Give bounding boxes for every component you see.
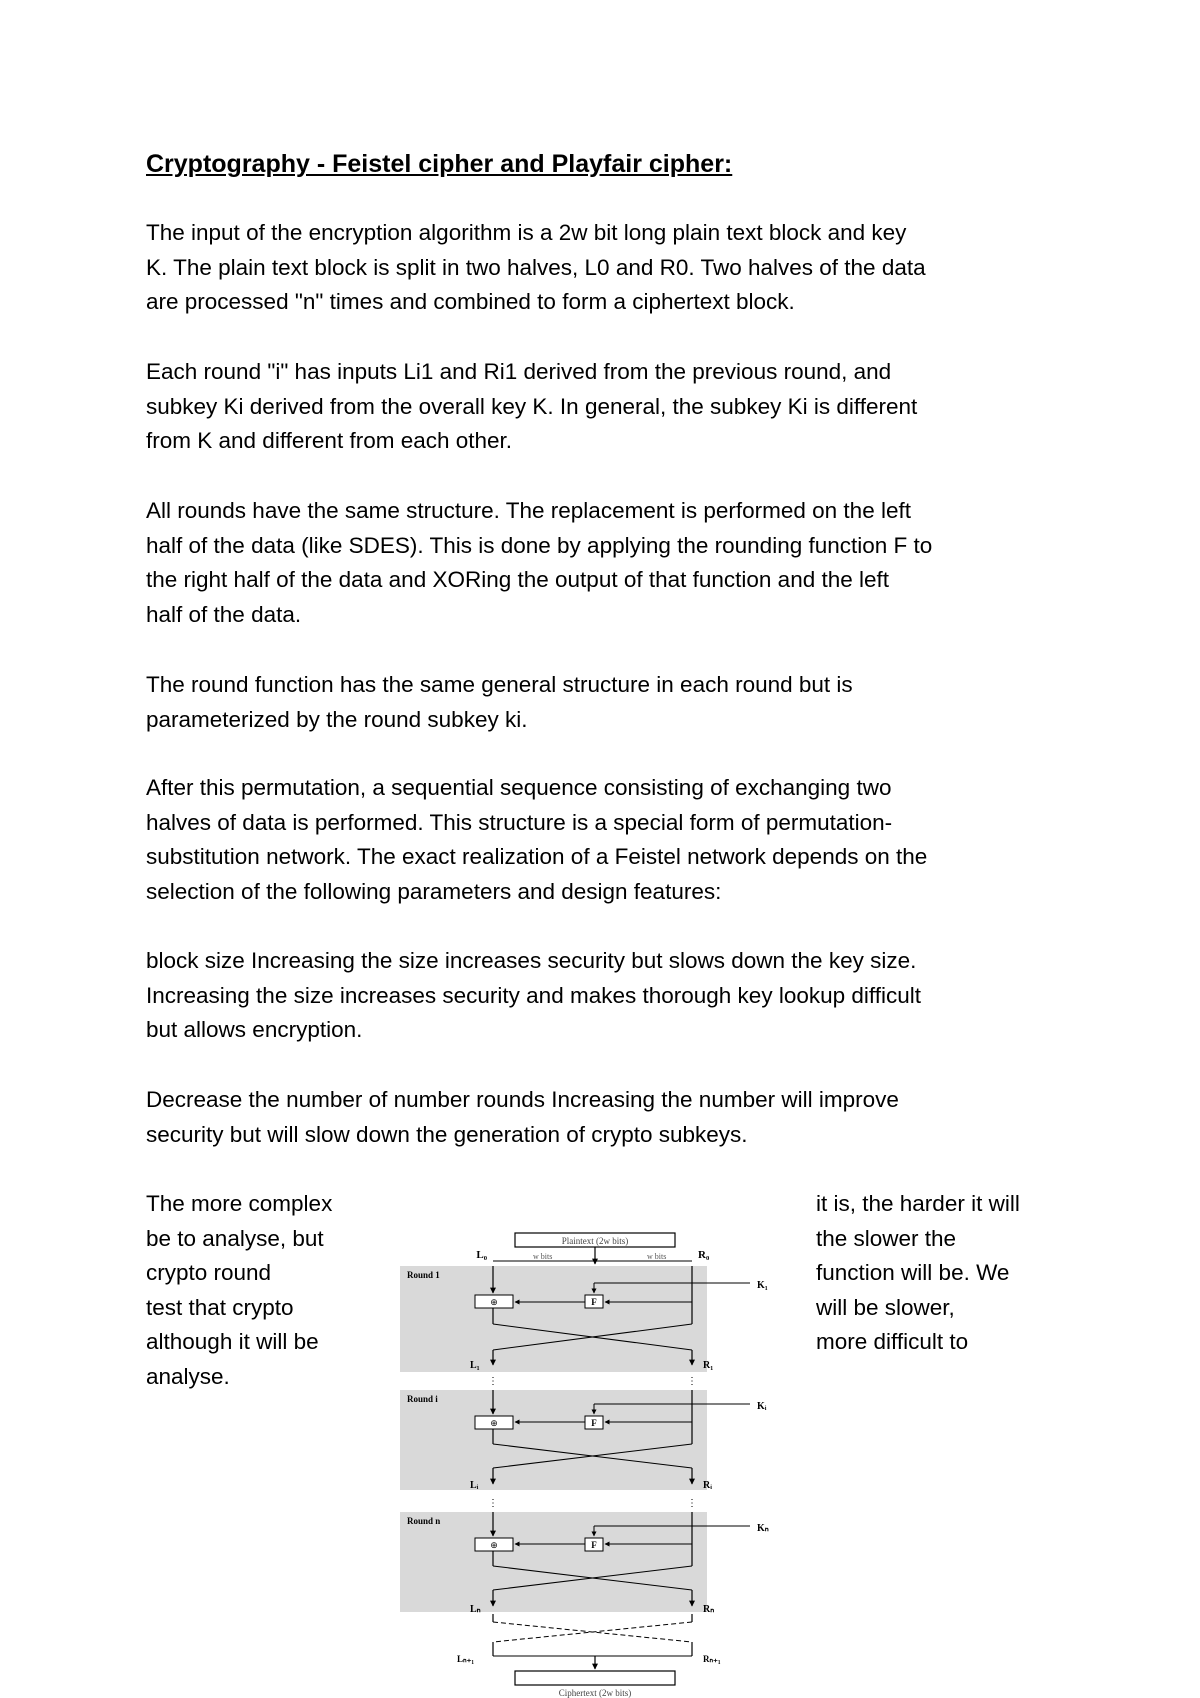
text-line: After this permutation, a sequential sequence consisting of exchanging two: [146, 775, 892, 800]
r0-label: R₀: [698, 1249, 710, 1261]
paragraph-block-size: [146, 944, 1076, 1048]
round-n-xor-icon: ⊕: [490, 1540, 498, 1550]
r1-label: R₁: [703, 1360, 714, 1371]
text-line: more difficult to: [816, 1329, 969, 1355]
round-1-f-label: F: [591, 1297, 597, 1307]
text-line: although it will be: [146, 1329, 319, 1355]
li-label: Lᵢ: [470, 1480, 479, 1491]
text-line: Increasing the size increases security and makes thorough key lookup difficult: [146, 982, 921, 1008]
text-line: will be slower,: [816, 1294, 955, 1320]
round-i-f-label: F: [591, 1418, 597, 1428]
text-line: the right half of the data and XORing the output of that function and the left: [146, 567, 890, 593]
text-line: analyse.: [146, 1363, 230, 1389]
paragraph-round-function: [146, 668, 1076, 737]
text-line: All rounds have the same structure. The replacement is performed on the left: [146, 498, 911, 523]
left-column-text: [146, 1187, 332, 1395]
left-bits-label: w bits: [533, 1252, 553, 1261]
text-line: but allows encryption.: [146, 1017, 363, 1043]
text-line: The more complex: [146, 1191, 333, 1216]
round-i-key-label: Kᵢ: [757, 1401, 767, 1412]
ciphertext-label: Ciphertext (2w bits): [558, 1688, 632, 1698]
text-line: crypto round: [146, 1260, 272, 1286]
feistel-network-diagram: [395, 1222, 815, 1698]
round-n-block: [400, 1512, 707, 1612]
ln1-label: Lₙ₊₁: [457, 1654, 475, 1664]
right-bits-label: w bits: [647, 1252, 667, 1261]
text-line: block size Increasing the size increases security but slows down the key size.: [146, 948, 917, 973]
round-i-xor-icon: ⊕: [490, 1418, 498, 1428]
text-line: are processed "n" times and combined to form a ciphertext block.: [146, 289, 795, 315]
text-line: parameterized by the round subkey ki.: [146, 706, 528, 732]
document-title: Cryptography - Feistel cipher and Playfair cipher:: [146, 150, 733, 178]
round-n-f-label: F: [591, 1540, 597, 1550]
text-line: be to analyse, but: [146, 1225, 324, 1251]
text-line: The input of the encryption algorithm is a 2w bit long plain text block and key: [146, 220, 907, 245]
round-i-block: [400, 1390, 707, 1490]
round-n-label: Round n: [407, 1516, 441, 1526]
round-1-label: Round 1: [407, 1270, 440, 1280]
text-line: Each round "i" has inputs Li1 and Ri1 derived from the previous round, and: [146, 359, 892, 384]
paragraph-permutation: [146, 771, 1076, 909]
rn1-label: Rₙ₊₁: [703, 1654, 721, 1664]
text-line: Decrease the number of number rounds Increasing the number will improve: [146, 1087, 899, 1112]
text-line: test that crypto: [146, 1294, 294, 1320]
ciphertext-box: [515, 1671, 675, 1685]
l0-label: L₀: [476, 1249, 487, 1261]
ri-label: Rᵢ: [703, 1480, 712, 1491]
text-line: halves of data is performed. This structure is a special form of permutation-: [146, 809, 893, 835]
text-line: The round function has the same general structure in each round but is: [146, 672, 853, 697]
ellipsis-left-2: ⋮: [488, 1498, 498, 1509]
text-line: the slower the: [816, 1225, 957, 1251]
paragraph-round-structure: [146, 494, 1076, 632]
right-column-text: [816, 1187, 1020, 1360]
text-line: security but will slow down the generation of crypto subkeys.: [146, 1121, 748, 1147]
ellipsis-left-1: ⋮: [488, 1376, 498, 1387]
round-1-xor-icon: ⊕: [490, 1297, 498, 1307]
ellipsis-right-2: ⋮: [687, 1498, 697, 1509]
text-line: K. The plain text block is split in two halves, L0 and R0. Two halves of the data: [146, 254, 926, 280]
text-line: half of the data.: [146, 601, 302, 627]
round-1-key-label: K₁: [757, 1280, 768, 1291]
text-line: function will be. We: [816, 1260, 1010, 1286]
text-line: selection of the following parameters and design features:: [146, 878, 722, 904]
ellipsis-right-1: ⋮: [687, 1376, 697, 1387]
text-line: it is, the harder it will: [816, 1191, 1020, 1216]
text-line: subkey Ki derived from the overall key K. In general, the subkey Ki is different: [146, 393, 918, 419]
paragraph-round-inputs: [146, 355, 1076, 459]
round-1-block: [400, 1266, 707, 1372]
text-line: from K and different from each other.: [146, 428, 513, 454]
paragraph-input-description: [146, 216, 1076, 320]
text-line: substitution network. The exact realization of a Feistel network depends on the: [146, 844, 928, 870]
rn-label: Rₙ: [703, 1604, 715, 1615]
round-n-key-label: Kₙ: [757, 1523, 769, 1534]
l1-label: L₁: [470, 1360, 480, 1371]
plaintext-label: Plaintext (2w bits): [561, 1236, 629, 1246]
paragraph-rounds-number: [146, 1083, 1076, 1152]
round-i-label: Round i: [407, 1394, 438, 1404]
text-line: half of the data (like SDES). This is done by applying the rounding function F to: [146, 532, 933, 558]
ln-label: Lₙ: [470, 1604, 481, 1615]
